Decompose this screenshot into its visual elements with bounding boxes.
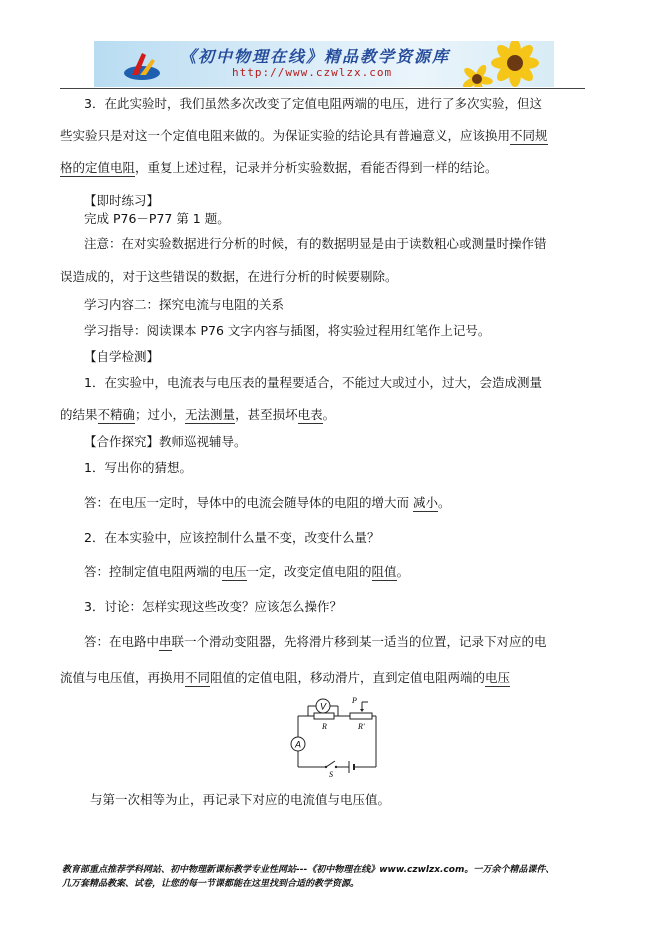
voltmeter-label: V: [319, 701, 327, 712]
underlined-answer: 减小: [413, 495, 439, 510]
paragraph-3-line-3: 格的定值电阻，重复上述过程，记录并分析实验数据，看能否得到一样的结论。: [60, 160, 498, 175]
paragraph-3-line-2: 些实验只是对这一个定值电阻来做的。为保证实验的结论具有普遍意义，应该换用不同规: [60, 128, 548, 143]
coop-a1: 答：在电压一定时，导体中的电流会随导体的电阻的增大而 减小。: [84, 495, 451, 510]
underlined-answer: 阻值: [371, 564, 397, 579]
rheostat-label: R': [358, 722, 365, 731]
banner-title: 《初中物理在线》精品教学资源库: [180, 47, 451, 66]
content-2-guide: 学习指导：阅读课本 P76 文字内容与插图，将实验过程用红笔作上记号。: [84, 323, 491, 338]
sunflower-icon: [455, 41, 550, 87]
content-2-title: 学习内容二：探究电流与电阻的关系: [84, 297, 285, 312]
underlined-answer: 电压: [221, 564, 247, 579]
underlined-answer: 不同: [185, 670, 211, 685]
paragraph-3-line-1: 3．在此实验时，我们虽然多次改变了定值电阻两端的电压，进行了多次实验，但这: [84, 96, 542, 111]
underlined-answer: 电表: [297, 407, 323, 422]
coop-q3: 3．讨论：怎样实现这些改变？应该怎么操作？: [84, 599, 342, 614]
self-check-q1-line-1: 1．在实验中，电流表与电压表的量程要适合，不能过大或过小，过大，会造成测量: [84, 375, 542, 390]
footer-line-1: 教育部重点推荐学科网站、初中物理新课标教学专业性网站---《初中物理在线》www.czwlzx.com。一万余个精品课件、: [62, 865, 555, 875]
coop-a3-line-1: 答：在电路中串联一个滑动变阻器，先将滑片移到某一适当的位置，记录下对应的电: [84, 634, 547, 649]
page-footer: [62, 863, 602, 891]
practice-task: 完成 P76－P77 第 1 题。: [84, 211, 230, 226]
resistor-icon: [314, 713, 334, 719]
circuit-diagram: [282, 696, 392, 778]
coop-a2: 答：控制定值电阻两端的电压一定，改变定值电阻的阻值。: [84, 564, 410, 579]
coop-a3-line-3: 与第一次相等为止，再记录下对应的电流值与电压值。: [90, 792, 391, 807]
ammeter-label: A: [294, 739, 302, 750]
coop-q1: 1．写出你的猜想。: [84, 460, 192, 475]
coop-a3-line-2: 流值与电压值，再换用不同阻值的定值电阻，移动滑片，直到定值电阻两端的电压: [60, 670, 511, 685]
footer-line-2: 几万套精品教案、试卷，让您的每一节课都能在这里找到合适的教学资源。: [62, 879, 360, 889]
underlined-answer: 电压: [485, 670, 511, 685]
battery-icon: [349, 761, 354, 773]
self-check-q1-line-2: 的结果不精确；过小，无法测量，甚至损坏电表。: [60, 407, 336, 422]
switch-icon: [326, 761, 335, 767]
practice-heading: 【即时练习】: [84, 193, 160, 208]
resistor-label: R: [322, 722, 327, 731]
underlined-answer: 不同规: [510, 128, 548, 143]
slider-label: P: [352, 696, 357, 705]
note-line-1: 注意：在对实验数据进行分析的时候，有的数据明显是由于读数粗心或测量时操作错: [84, 236, 547, 251]
underlined-answer: 格的定值电阻: [60, 160, 136, 175]
underlined-answer: 串: [159, 634, 172, 649]
site-logo-icon: [122, 49, 162, 83]
coop-heading: 【合作探究】教师巡视辅导。: [84, 434, 247, 449]
header-rule: [60, 88, 585, 89]
underlined-answer: 无法测量: [185, 407, 236, 422]
switch-label: S: [329, 770, 333, 778]
banner-url: http://www.czwlzx.com: [232, 66, 393, 79]
rheostat-icon: [350, 713, 372, 719]
note-line-2: 误造成的，对于这些错误的数据，在进行分析的时候要剔除。: [60, 269, 398, 284]
underlined-answer: 不精确: [97, 407, 136, 422]
header-banner: [94, 41, 554, 87]
self-check-heading: 【自学检测】: [84, 349, 160, 364]
coop-q2: 2．在本实验中，应该控制什么量不变，改变什么量？: [84, 530, 380, 545]
